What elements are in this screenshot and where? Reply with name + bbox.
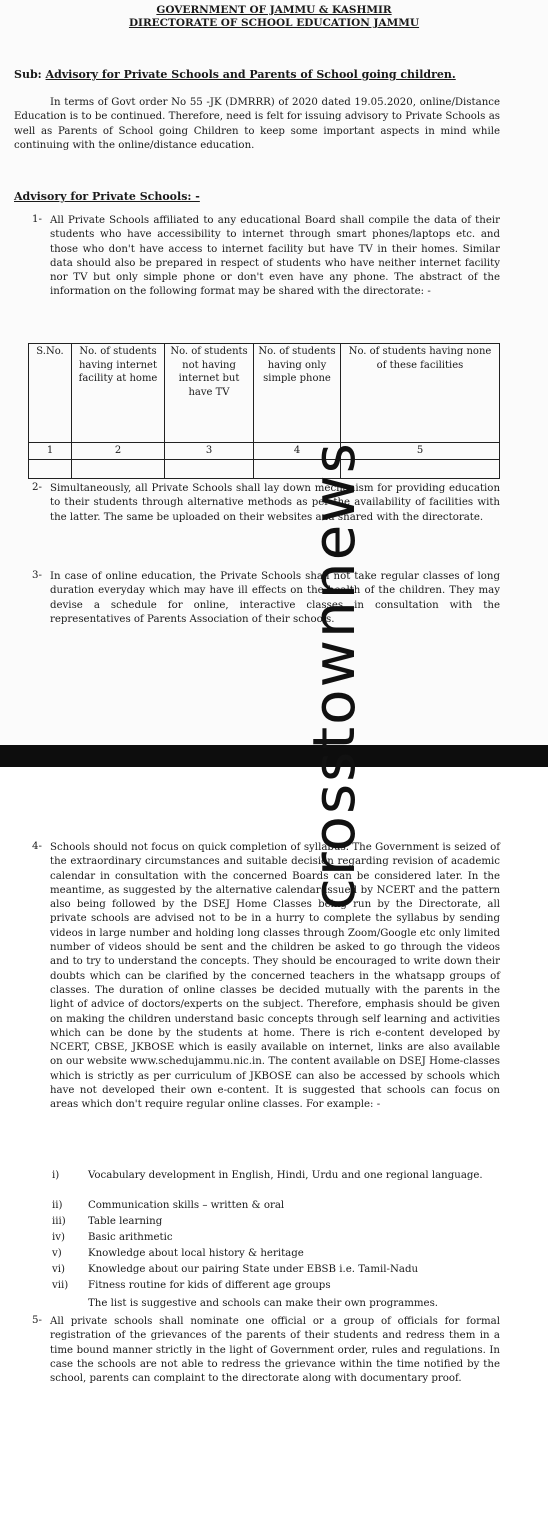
table-row bbox=[29, 459, 500, 478]
point-2-text: Simultaneously, all Private Schools shall lay down mechanism for providing education to their students through alternative methods as per the availability of facilities with the latter. The same be uploaded on their websites and shared with the directorate. bbox=[50, 483, 500, 523]
example-number: vii) bbox=[52, 1280, 69, 1291]
table-header-cell: No. of students not having internet but have TV bbox=[165, 344, 254, 443]
example-item: Vocabulary development in English, Hindi, Urdu and one regional language. bbox=[88, 1170, 483, 1181]
point-5-number: 5- bbox=[32, 1315, 42, 1326]
table-header-cell: No. of students having internet facility at home bbox=[72, 344, 165, 443]
table-header-cell: No. of students having only simple phone bbox=[254, 344, 341, 443]
example-item: Knowledge about local history & heritage bbox=[88, 1248, 304, 1259]
intro-paragraph: In terms of Govt order No 55 -JK (DMRRR) of 2020 dated 19.05.2020, online/Distance Education is to be continued. Therefore, need is felt for issuing advisory to Private Schools as well as Parents of School going Children to keep some important aspects in mind while continuing with the online/distance education. bbox=[14, 97, 500, 151]
point-2-number: 2- bbox=[32, 482, 42, 493]
example-number: ii) bbox=[52, 1200, 63, 1211]
table-header-row bbox=[29, 344, 500, 443]
watermark-text: crosstownnews bbox=[300, 441, 368, 910]
subject-line bbox=[14, 68, 456, 81]
example-item: Table learning bbox=[88, 1216, 163, 1227]
example-number: i) bbox=[52, 1170, 60, 1181]
table-cell bbox=[72, 459, 165, 478]
table-header-cell: No. of students having none of these facilities bbox=[341, 344, 500, 443]
point-1-text: All Private Schools affiliated to any educational Board shall compile the data of their students who have accessibility to internet through smart phones/laptops etc. and those who don't have access to internet facility but have TV in their homes. Similar data should also be prepared in respect of students who have neither internet facility nor TV but only simple phone or don't even have any phone. The abstract of the information on the following format may be shared with the directorate: - bbox=[50, 215, 500, 298]
point-4-number: 4- bbox=[32, 841, 42, 852]
point-3-number: 3- bbox=[32, 570, 42, 581]
example-number: iv) bbox=[52, 1232, 65, 1243]
table-cell: 3 bbox=[165, 443, 254, 460]
point-1-number: 1- bbox=[32, 214, 42, 225]
document-page-bottom bbox=[0, 767, 548, 1532]
example-number: iii) bbox=[52, 1216, 66, 1227]
example-item: Communication skills – written & oral bbox=[88, 1200, 285, 1211]
document-header bbox=[0, 4, 548, 30]
example-item: Knowledge about our pairing State under EBSB i.e. Tamil-Nadu bbox=[88, 1264, 419, 1275]
table-cell bbox=[29, 459, 72, 478]
table-cell: 1 bbox=[29, 443, 72, 460]
header-directorate: DIRECTORATE OF SCHOOL EDUCATION JAMMU bbox=[128, 17, 420, 29]
header-government: GOVERNMENT OF JAMMU & KASHMIR bbox=[156, 4, 392, 16]
table-cell: 5 bbox=[341, 443, 500, 460]
point-3-text: In case of online education, the Private Schools shall not take regular classes of long duration everyday which may have ill effects on the health of the children. They may devise a schedule for online, interactive classes in consultation with the representatives of Parents Association of their schools. bbox=[50, 571, 500, 625]
example-number: v) bbox=[52, 1248, 62, 1259]
table-cell: 2 bbox=[72, 443, 165, 460]
table-cell: 4 bbox=[254, 443, 341, 460]
point-5-text: All private schools shall nominate one official or a group of officials for formal registration of the grievances of the parents of their students and redress them in a time bound manner strictly in the light of Government order, rules and regulations. In case the schools are not able to redress the grievance within the time notified by the school, parents can complaint to the directorate along with documentary proof. bbox=[50, 1316, 500, 1385]
example-number: vi) bbox=[52, 1264, 65, 1275]
table-header-cell: S.No. bbox=[29, 344, 72, 443]
subject-label: Sub: bbox=[14, 68, 42, 81]
point-4-text: Schools should not focus on quick completion of syllabus. The Government is seized of the extraordinary circumstances and suitable decision regarding revision of academic calendar in consultation with the concerned Boards can be considered later. In the meantime, as suggested by the alternative calendar issued by NCERT and the pattern also being followed by the DSEJ Home Classes being run by the Directorate, all private schools are advised not to be in a hurry to complete the syllabus by sending videos in large number and holding long classes through Zoom/Google etc only limited number of videos should be sent and the children be asked to go through the videos and to try to understand the concepts. They should be encouraged to write down their doubts which can be clarified by the concerned teachers in the whatsapp groups of classes. The duration of online classes be decided mutually with the parents in the light of advice of doctors/experts on the subject. Therefore, emphasis should be given on making the children understand basic concepts through self learning and activities which can be done by the students at home. There is rich e-content developed by NCERT, CBSE, JKBOSE which is easily available on internet, links are also available on our website www.schedujammu.nic.in. The content available on DSEJ Home-classes which is strictly as per curriculum of JKBOSE can also be accessed by schools which have not developed their own e-content. It is suggested that schools can focus on areas which don't require regular online classes. For example: - bbox=[50, 842, 500, 1111]
subject-text: Advisory for Private Schools and Parents of School going children. bbox=[45, 68, 456, 81]
example-item: Basic arithmetic bbox=[88, 1232, 173, 1243]
student-facilities-table bbox=[28, 343, 500, 479]
document-page-top bbox=[0, 0, 548, 745]
examples-note: The list is suggestive and schools can make their own programmes. bbox=[88, 1298, 439, 1309]
table-row bbox=[29, 443, 500, 460]
table-cell bbox=[165, 459, 254, 478]
page-separator bbox=[0, 745, 548, 767]
advisory-heading: Advisory for Private Schools: - bbox=[14, 190, 200, 203]
example-item: Fitness routine for kids of different age groups bbox=[88, 1280, 331, 1291]
